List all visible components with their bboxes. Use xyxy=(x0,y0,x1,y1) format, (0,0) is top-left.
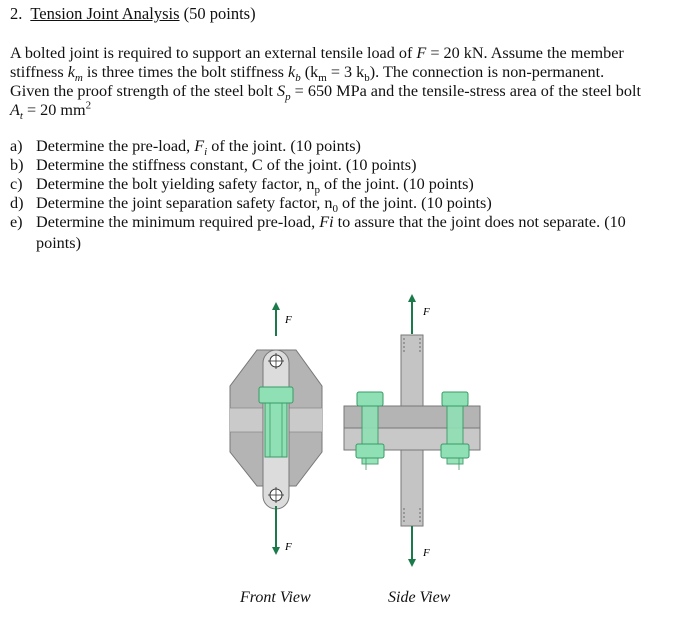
statement-line-1: A bolted joint is required to support an external tensile load of F = 20 kN. Assume the member xyxy=(10,44,624,62)
statement-line-3: Given the proof strength of the steel bolt $S_p = 650$ MPa and the tensile-stress area of the steel bolt xyxy=(10,82,641,104)
front-force-label-bottom: F xyxy=(285,541,292,553)
side-strap-top xyxy=(401,335,423,406)
question-e: e) Determine the minimum required pre-load, Fi to assure that the joint does not separate. (10 xyxy=(10,213,626,231)
side-force-label-top: F xyxy=(423,306,430,318)
side-strap-bottom xyxy=(401,450,423,526)
statement-line-2: stiffness $k_m$ is three times the bolt stiffness $k_b$ ($k_m = 3$ $k_b$). The connection is non-permanent. xyxy=(10,63,605,85)
question-e-continued: points) xyxy=(36,234,81,252)
front-view-caption: Front View xyxy=(240,589,311,606)
front-force-label-top: F xyxy=(285,314,292,326)
question-d: d) Determine the joint separation safety factor, $n_0$ of the joint. (10 points) xyxy=(10,194,492,216)
side-force-label-bottom: F xyxy=(423,547,430,559)
problem-statement xyxy=(10,44,690,123)
problem-number: 2. xyxy=(10,4,23,23)
bolted-joint-figure xyxy=(0,280,695,580)
question-b: b) Determine the stiffness constant, C of the joint. (10 points) xyxy=(10,156,417,174)
problem-heading xyxy=(10,4,256,24)
statement-line-4: $A_t = 20$ $mm^2$ xyxy=(10,99,92,123)
problem-points: (50 points) xyxy=(183,4,256,23)
side-view-caption: Side View xyxy=(388,589,451,606)
side-view xyxy=(344,298,480,563)
question-c: c) Determine the bolt yielding safety factor, $n_p$ of the joint. (10 points) xyxy=(10,175,474,197)
front-view xyxy=(230,306,322,553)
question-a: a) Determine the pre-load, $F_i$ of the joint. (10 points) xyxy=(10,137,361,159)
problem-title: Tension Joint Analysis xyxy=(30,4,180,23)
